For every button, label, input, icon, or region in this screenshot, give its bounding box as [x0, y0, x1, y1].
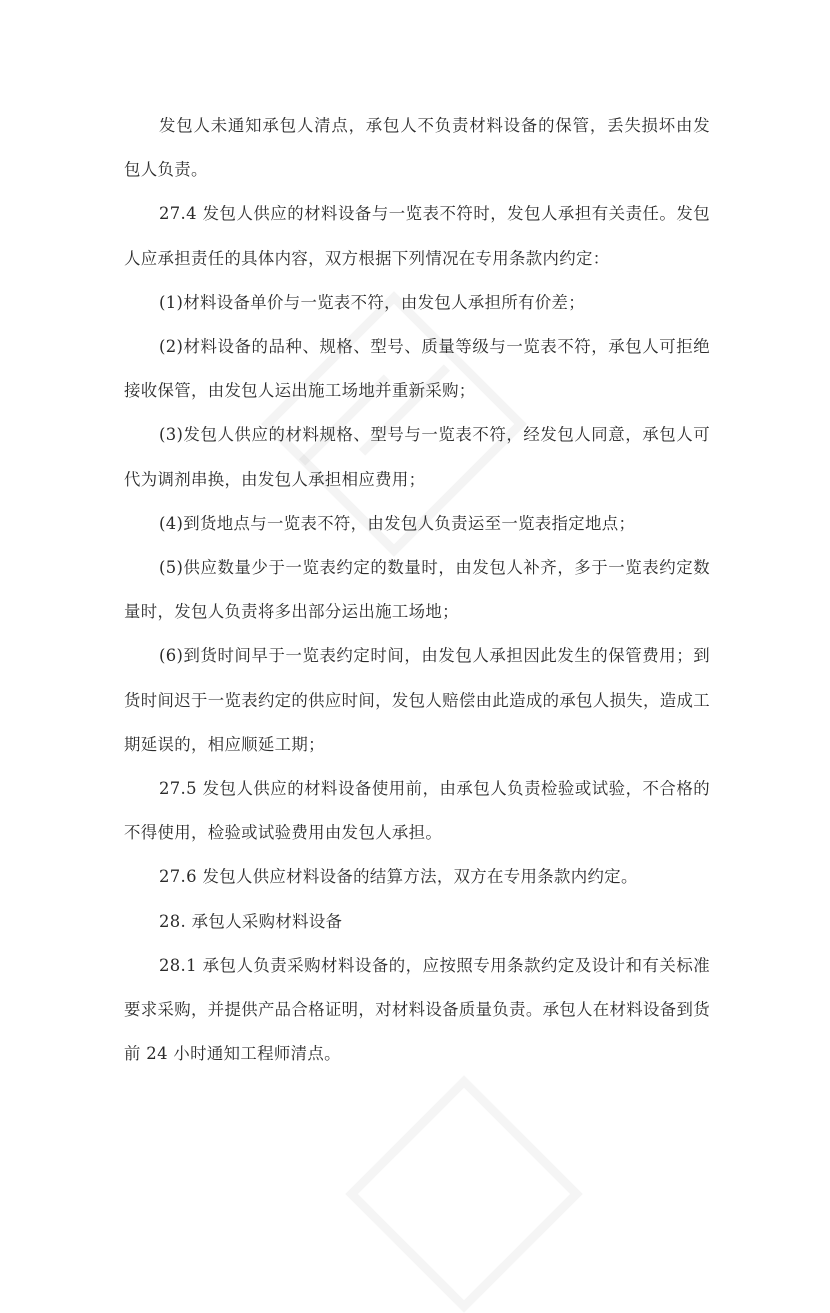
- list-item-2: (2)材料设备的品种、规格、型号、质量等级与一览表不符，承包人可拒绝接收保管，由发包人运出施工场地并重新采购；: [124, 337, 710, 401]
- document-page: [124, 104, 710, 1076]
- paragraph-clause-27-4: 27.4 发包人供应的材料设备与一览表不符时，发包人承担有关责任。发包人应承担责任的具体内容，双方根据下列情况在专用条款内约定：: [124, 204, 710, 268]
- paragraph: 发包人未通知承包人清点，承包人不负责材料设备的保管，丢失损坏由发包人负责。: [124, 116, 710, 180]
- list-item-6: (6)到货时间早于一览表约定时间，由发包人承担因此发生的保管费用；到货时间迟于一览表约定的供应时间，发包人赔偿由此造成的承包人损失，造成工期延误的，相应顺延工期；: [124, 646, 710, 754]
- list-item-3: (3)发包人供应的材料规格、型号与一览表不符，经发包人同意，承包人可代为调剂串换，由发包人承担相应费用；: [124, 425, 710, 489]
- list-item-4: (4)到货地点与一览表不符，由发包人负责运至一览表指定地点；: [159, 513, 636, 533]
- paragraph-clause-27-6: 27.6 发包人供应材料设备的结算方法，双方在专用条款内约定。: [159, 867, 638, 887]
- paragraph-clause-27-5: 27.5 发包人供应的材料设备使用前，由承包人负责检验或试验，不合格的不得使用，检验或试验费用由发包人承担。: [124, 779, 710, 843]
- list-item-1: (1)材料设备单价与一览表不符，由发包人承担所有价差；: [159, 292, 586, 312]
- section-heading-28: 28. 承包人采购材料设备: [159, 911, 343, 931]
- paragraph-clause-28-1: 28.1 承包人负责采购材料设备的，应按照专用条款约定及设计和有关标准要求采购，并提供产品合格证明，对材料设备质量负责。承包人在材料设备到货前 24 小时通知工程师清点。: [124, 955, 710, 1064]
- list-item-5: (5)供应数量少于一览表约定的数量时，由发包人补齐，多于一览表约定数量时，发包人负责将多出部分运出施工场地；: [124, 558, 710, 622]
- watermark-bottom: [345, 1075, 583, 1313]
